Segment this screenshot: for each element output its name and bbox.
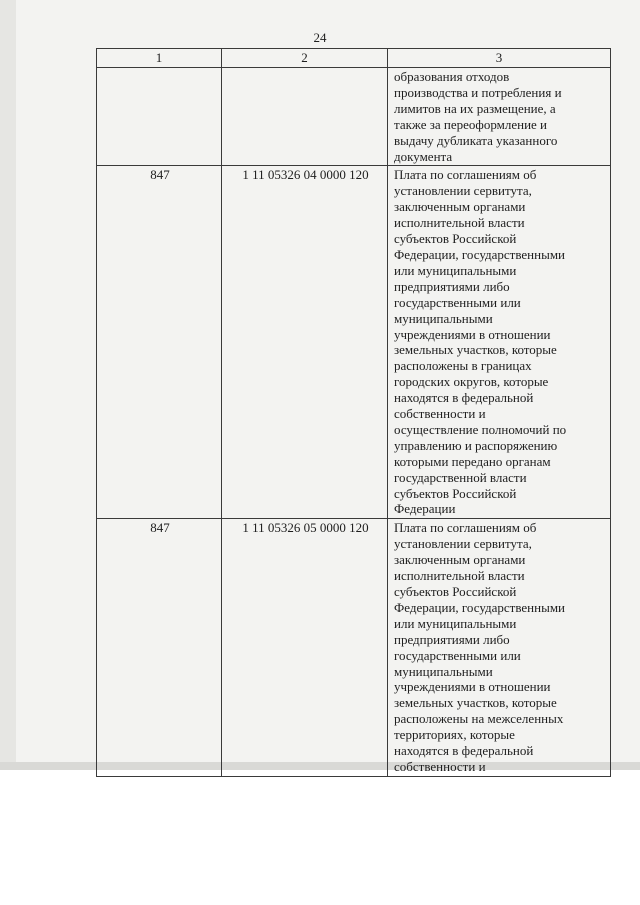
description-line: собственности и (394, 758, 486, 774)
description-line: Федерации, государственными (394, 246, 566, 262)
description-line: земельных участков, которые (394, 342, 557, 358)
description-line: расположены на межселенных (394, 711, 564, 727)
description-line: находятся в федеральной (394, 743, 534, 759)
description-line: городских округов, которые (394, 374, 549, 390)
description-cell (388, 166, 611, 519)
description-line: муниципальными (394, 663, 493, 679)
description-line: Федерации, государственными (394, 599, 566, 615)
admin-code-cell: 847 (97, 166, 222, 519)
description-line: управлению и распоряжению (394, 437, 558, 453)
kbk-code-cell: 1 11 05326 05 0000 120 (222, 519, 388, 777)
description-line: осуществление полномочий по (394, 421, 567, 437)
description-line: которыми передано органам (394, 453, 551, 469)
description-line: заключенным органами (394, 552, 526, 568)
description-cell (388, 68, 611, 166)
description-line: Плата по соглашениям об (394, 167, 537, 183)
description-line: субъектов Российской (394, 231, 517, 247)
description-line: производства и потребления и (394, 84, 562, 100)
description-line: или муниципальными (394, 262, 517, 278)
description-line: документа (394, 148, 453, 164)
description-line: предприятиями либо (394, 278, 510, 294)
kbk-code-cell: 1 11 05326 04 0000 120 (222, 166, 388, 519)
description-line: собственности и (394, 406, 486, 422)
description-line: Федерации (394, 501, 456, 517)
description-line: расположены в границах (394, 358, 532, 374)
description-line: муниципальными (394, 310, 493, 326)
description-line: учреждениями в отношении (394, 326, 551, 342)
description-line: образования отходов (394, 69, 510, 84)
description-line: также за переоформление и (394, 116, 548, 132)
admin-code-cell (97, 68, 222, 166)
kbk-code-cell (222, 68, 388, 166)
admin-code-cell: 847 (97, 519, 222, 777)
description-line: субъектов Российской (394, 485, 517, 501)
description-line: учреждениями в отношении (394, 679, 551, 695)
description-line: лимитов на их размещение, а (394, 100, 556, 116)
table-row (97, 68, 611, 166)
description-line: установлении сервитута, (394, 536, 532, 552)
description-line: субъектов Российской (394, 584, 517, 599)
column-header-1: 1 (97, 49, 222, 68)
description-line: исполнительной власти (394, 215, 525, 231)
description-line: исполнительной власти (394, 568, 525, 584)
description-line: Плата по соглашениям об (394, 520, 537, 536)
description-line: государственной власти (394, 469, 527, 485)
description-line: установлении сервитута, (394, 183, 532, 199)
description-line: государственными или (394, 647, 521, 663)
description-line: заключенным органами (394, 199, 526, 215)
table-row (97, 519, 611, 777)
description-line: предприятиями либо (394, 631, 510, 647)
column-header-3: 3 (388, 49, 611, 68)
description-line: находятся в федеральной (394, 390, 534, 406)
description-line: или муниципальными (394, 615, 517, 631)
page-number: 24 (313, 30, 327, 45)
description-cell (388, 519, 611, 777)
description-line: государственными или (394, 294, 521, 310)
revenue-codes-table (96, 48, 611, 777)
description-line: выдачу дубликата указанного (394, 132, 558, 148)
table-header-row (97, 49, 611, 68)
description-line: земельных участков, которые (394, 695, 557, 711)
table-row (97, 166, 611, 519)
column-header-2: 2 (222, 49, 388, 68)
description-line: территориях, которые (394, 727, 515, 743)
scan-left-shadow (0, 0, 16, 768)
